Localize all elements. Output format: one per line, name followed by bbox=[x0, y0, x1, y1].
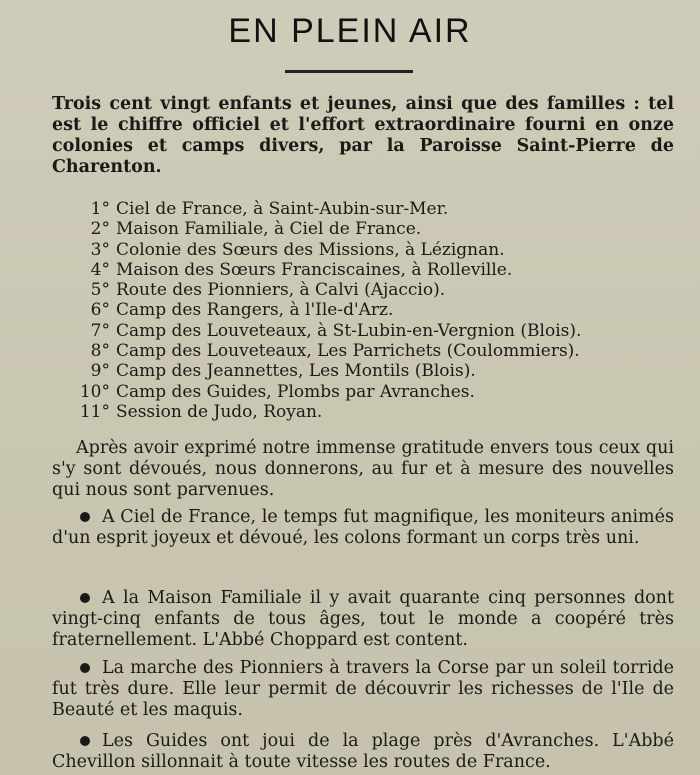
item-text: Camp des Guides, Plombs par Avranches. bbox=[116, 381, 475, 402]
item-number: 5° bbox=[90, 280, 110, 301]
list-item bbox=[76, 382, 676, 402]
item-number: 4° bbox=[90, 259, 110, 280]
list-item bbox=[76, 361, 676, 381]
news-item bbox=[52, 658, 674, 721]
item-number: 9° bbox=[90, 361, 110, 382]
list-item bbox=[76, 260, 676, 280]
bullet-icon bbox=[80, 512, 90, 522]
list-item bbox=[76, 321, 676, 341]
list-item bbox=[76, 199, 676, 219]
item-text: Camp des Louveteaux, à St-Lubin-en-Vergnion (Blois). bbox=[116, 320, 582, 341]
bullet-icon bbox=[80, 663, 90, 673]
news-text: La marche des Pionniers à travers la Corse par un soleil torride fut très dure. Elle leur permit de découvrir les richesses de l'Ile de Beauté et les maquis. bbox=[52, 658, 674, 720]
item-text: Session de Judo, Royan. bbox=[116, 401, 323, 422]
page-title: EN PLEIN AIR bbox=[228, 12, 472, 50]
item-text: Colonie des Sœurs des Missions, à Lézignan. bbox=[116, 239, 505, 260]
list-item bbox=[76, 341, 676, 361]
news-text: Les Guides ont joui de la plage près d'Avranches. L'Abbé Chevillon sillonnait à toute vitesse les routes de France. bbox=[52, 731, 674, 772]
item-text: Maison Familiale, à Ciel de France. bbox=[116, 219, 422, 240]
bullet-icon bbox=[80, 736, 90, 746]
item-text: Camp des Rangers, à l'Ile-d'Arz. bbox=[116, 300, 394, 321]
bullet-icon bbox=[80, 593, 90, 603]
item-text: Camp des Jeannettes, Les Montils (Blois). bbox=[116, 361, 476, 382]
item-number: 1° bbox=[90, 199, 110, 219]
camps-list bbox=[76, 199, 676, 422]
list-item bbox=[76, 219, 676, 239]
item-text: Ciel de France, à Saint-Aubin-sur-Mer. bbox=[116, 199, 449, 219]
item-number: 2° bbox=[90, 219, 110, 240]
item-number: 6° bbox=[90, 300, 110, 321]
item-text: Route des Pionniers, à Calvi (Ajaccio). bbox=[116, 280, 446, 301]
list-item bbox=[76, 280, 676, 300]
item-text: Camp des Louveteaux, Les Parrichets (Coulommiers). bbox=[116, 341, 580, 362]
news-text: A Ciel de France, le temps fut magnifique, les moniteurs animés d'un esprit joyeux et dévoué, les colons formant un corps très uni. bbox=[52, 507, 674, 548]
news-item bbox=[52, 507, 674, 549]
title-underline bbox=[285, 70, 413, 73]
item-number: 11° bbox=[79, 401, 110, 422]
gratitude-paragraph: Après avoir exprimé notre immense gratitude envers tous ceux qui s'y sont dévoués, nous donnerons, au fur et à mesure des nouvelles qui nous sont parvenues. bbox=[52, 438, 674, 500]
item-number: 8° bbox=[90, 341, 110, 362]
list-item bbox=[76, 240, 676, 260]
news-item bbox=[52, 588, 674, 651]
item-number: 10° bbox=[79, 381, 110, 402]
list-item bbox=[76, 300, 676, 320]
list-item bbox=[76, 402, 676, 422]
news-text: A la Maison Familiale il y avait quarante cinq personnes dont vingt-cinq enfants de tous âges, tout le monde a coopéré très fraternellement. L'Abbé Choppard est content. bbox=[52, 588, 674, 650]
news-item bbox=[52, 731, 674, 773]
intro-paragraph: Trois cent vingt enfants et jeunes, ainsi que des familles : tel est le chiffre officiel et l'effort extraordinaire fourni en onze colonies et camps divers, par la Paroisse Saint-Pierre de Charenton. bbox=[52, 94, 674, 177]
item-number: 3° bbox=[90, 239, 110, 260]
item-text: Maison des Sœurs Franciscaines, à Rolleville. bbox=[116, 259, 513, 280]
item-number: 7° bbox=[90, 320, 110, 341]
